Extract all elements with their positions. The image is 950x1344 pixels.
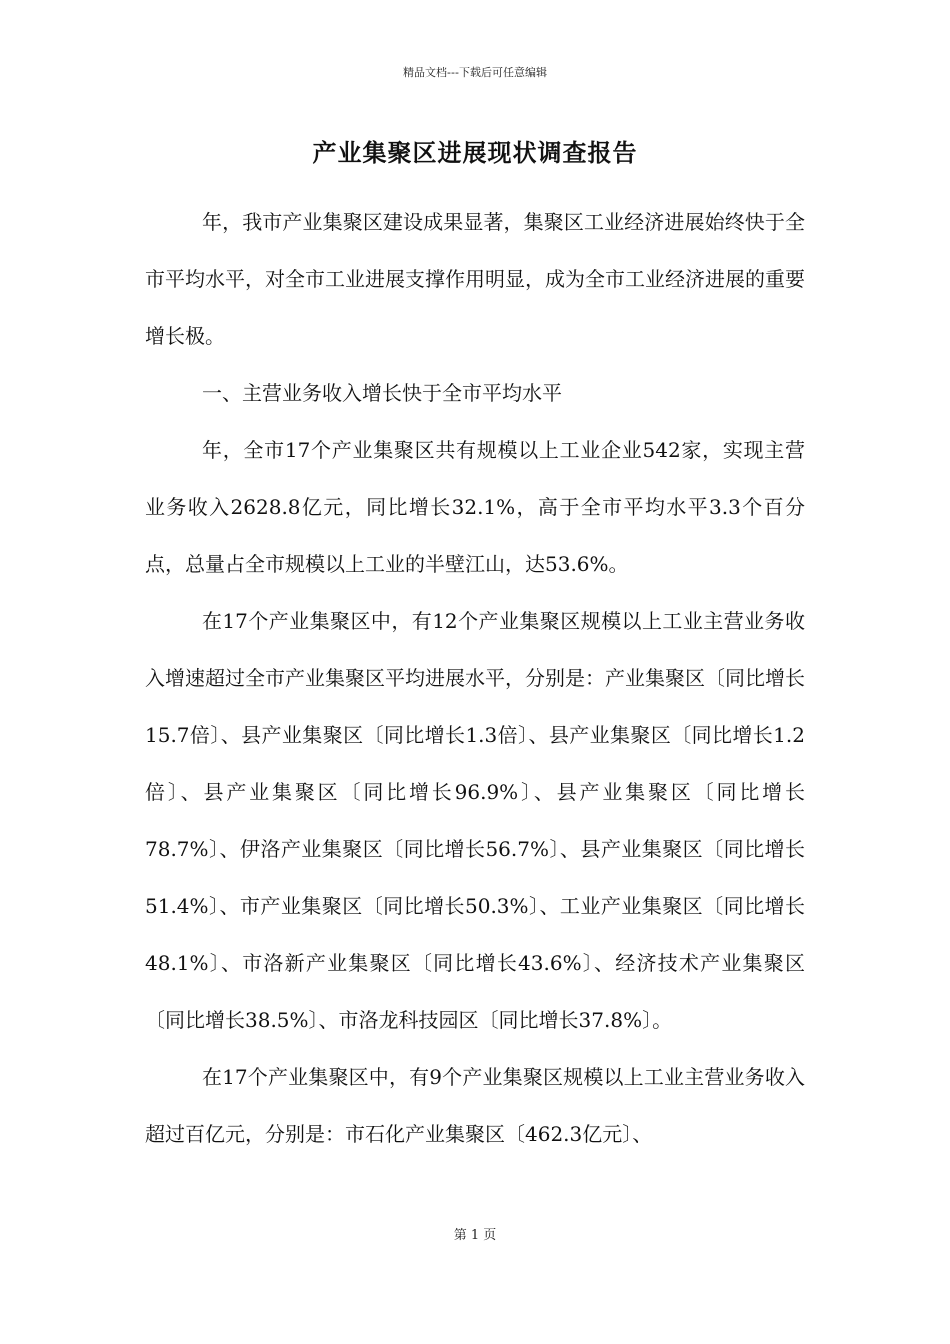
document-title: 产业集聚区进展现状调查报告 (312, 138, 638, 167)
page-header: 精品文档---下载后可任意编辑 (403, 66, 547, 79)
paragraph-revenue: 年，全市17个产业集聚区共有规模以上工业企业542家，实现主营业务收入2628.8亿元，同比增长32.1%，高于全市平均水平3.3个百分点，总量占全市规模以上工业的半壁江山，达53.6%。 (145, 438, 805, 576)
paragraph-intro: 年，我市产业集聚区建设成果显著，集聚区工业经济进展始终快于全市平均水平，对全市工业进展支撑作用明显，成为全市工业经济进展的重要增长极。 (145, 210, 805, 348)
paragraph-growth-list: 在17个产业集聚区中，有12个产业集聚区规模以上工业主营业务收入增速超过全市产业集聚区平均进展水平，分别是：产业集聚区〔同比增长15.7倍〕、县产业集聚区〔同比增长1.3倍〕、县产业集聚区〔同比增长1.2倍〕、县产业集聚区〔同比增长96.9%〕、县产业集聚区〔同比增长78.7%〕、伊洛产业集聚区〔同比增长56.7%〕、县产业集聚区〔同比增长51.4%〕、市产业集聚区〔同比增长50.3%〕、工业产业集聚区〔同比增长48.1%〕、市洛新产业集聚区〔同比增长43.6%〕、经济技术产业集聚区〔同比增长38.5%〕、市洛龙科技园区〔同比增长37.8%〕。 (145, 609, 805, 1032)
paragraph-hundred-billion: 在17个产业集聚区中，有9个产业集聚区规模以上工业主营业务收入超过百亿元，分别是：市石化产业集聚区〔462.3亿元〕、 (145, 1065, 805, 1146)
section-heading: 一、主营业务收入增长快于全市平均水平 (202, 381, 562, 405)
document-body (145, 194, 805, 1163)
page-number: 第 1 页 (453, 1228, 497, 1243)
